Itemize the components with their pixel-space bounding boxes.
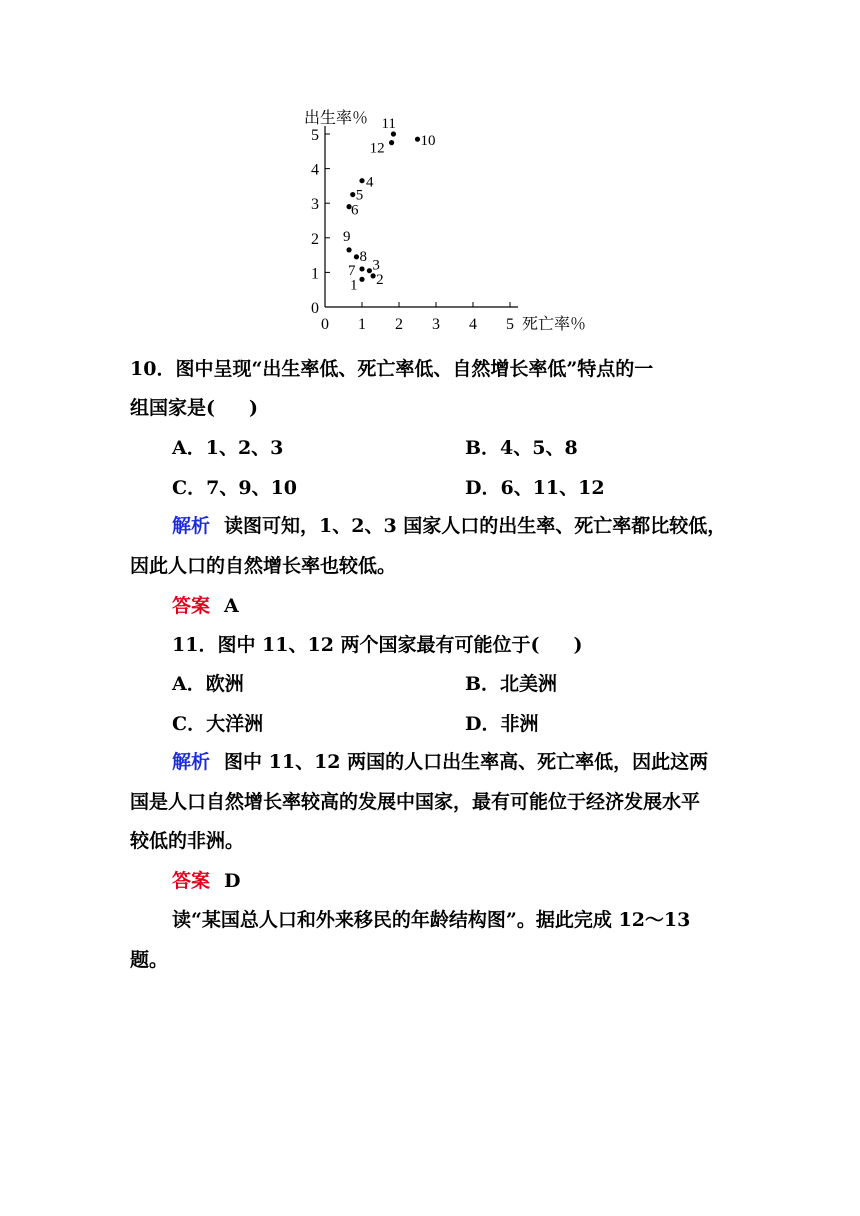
data-point-label-3: 3 — [372, 257, 380, 274]
q11-explanation-label: 解析 — [172, 751, 211, 773]
y-tick-label: 3 — [311, 196, 319, 214]
x-tick-label: 2 — [395, 316, 403, 333]
data-point-label-1: 1 — [350, 277, 358, 294]
chart-ticks — [311, 127, 514, 333]
data-point-label-6: 6 — [351, 202, 359, 219]
q10-option-b: B．4、5、8 — [465, 437, 578, 459]
x-tick-label: 5 — [506, 316, 514, 333]
data-point-12 — [389, 140, 394, 145]
intro-line2: 题。 — [130, 949, 169, 971]
q10-option-a: A．1、2、3 — [172, 437, 284, 459]
birth-death-rate-scatter-chart — [296, 104, 596, 340]
data-point-9 — [346, 247, 351, 252]
q11-option-b: B．北美洲 — [465, 673, 558, 695]
q11-explanation-text1: 图中 11、12 两国的人口出生率高、死亡率低，因此这两 — [224, 751, 709, 773]
data-point-5 — [350, 192, 355, 197]
x-tick-label: 1 — [358, 316, 366, 333]
data-point-11 — [391, 131, 396, 136]
data-point-label-9: 9 — [343, 228, 351, 245]
q10-answer — [172, 594, 782, 618]
q10-stem-line2 — [130, 396, 740, 420]
q11-option-a: A．欧洲 — [172, 673, 244, 695]
q11-answer — [172, 869, 782, 893]
intro-line1: 读“某国总人口和外来移民的年龄结构图”。据此完成 12～13 — [172, 909, 691, 931]
q10-explanation-line2: 因此人口的自然增长率也较低。 — [130, 555, 397, 577]
data-point-1 — [359, 277, 364, 282]
q11-answer-label: 答案 — [172, 870, 211, 892]
data-point-10 — [415, 137, 420, 142]
data-point-label-4: 4 — [366, 174, 374, 191]
q10-option-d: D．6、11、12 — [465, 477, 605, 499]
q11-explanation-line3: 较低的非洲。 — [130, 830, 245, 852]
q11-option-d: D．非洲 — [465, 713, 539, 735]
q11-stem — [172, 633, 782, 657]
q11-explanation-line2: 国是人口自然增长率较高的发展中国家，最有可能位于经济发展水平 — [130, 791, 701, 813]
q10-answer-label: 答案 — [172, 595, 211, 617]
x-tick-label: 0 — [321, 316, 329, 333]
y-tick-label: 2 — [311, 230, 319, 248]
q10-stem-close: ) — [249, 397, 258, 419]
data-point-label-5: 5 — [355, 187, 364, 204]
y-tick-label: 4 — [311, 161, 319, 179]
y-tick-label: 5 — [311, 127, 319, 144]
data-point-3 — [367, 268, 372, 273]
data-point-8 — [354, 254, 359, 259]
q10-explanation-label: 解析 — [172, 515, 211, 537]
data-point-label-12: 12 — [369, 140, 385, 157]
y-tick-label: 1 — [311, 265, 319, 283]
x-axis-label: 死亡率％ — [522, 316, 587, 333]
data-point-label-11: 11 — [381, 116, 396, 132]
y-tick-label: 0 — [311, 300, 319, 317]
q10-option-c: C．7、9、10 — [172, 477, 298, 499]
y-axis-label: 出生率％ — [304, 110, 369, 127]
q10-stem-open: 组国家是( — [130, 397, 215, 419]
data-point-label-7: 7 — [348, 262, 356, 279]
q10-answer-value: A — [224, 595, 239, 617]
q11-answer-value: D — [224, 870, 241, 892]
data-point-4 — [359, 178, 364, 183]
data-point-label-8: 8 — [359, 248, 367, 265]
x-tick-label: 3 — [432, 316, 440, 333]
q11-stem-close: ) — [573, 634, 583, 656]
q10-explanation-line1 — [172, 514, 782, 538]
data-point-2 — [371, 273, 376, 278]
q11-explanation-line1 — [172, 750, 782, 774]
data-point-7 — [359, 266, 364, 271]
x-tick-label: 4 — [469, 316, 477, 333]
q10-explanation-text1: 读图可知，1、2、3 国家人口的出生率、死亡率都比较低， — [224, 515, 727, 537]
q11-option-c: C．大洋洲 — [172, 713, 264, 735]
q11-stem-open: 11．图中 11、12 两个国家最有可能位于( — [172, 634, 540, 656]
q10-stem-line1: 10．图中呈现“出生率低、死亡率低、自然增长率低”特点的一 — [130, 358, 654, 380]
chart-points — [343, 116, 435, 293]
data-point-label-10: 10 — [420, 133, 436, 150]
data-point-label-2: 2 — [376, 271, 384, 288]
